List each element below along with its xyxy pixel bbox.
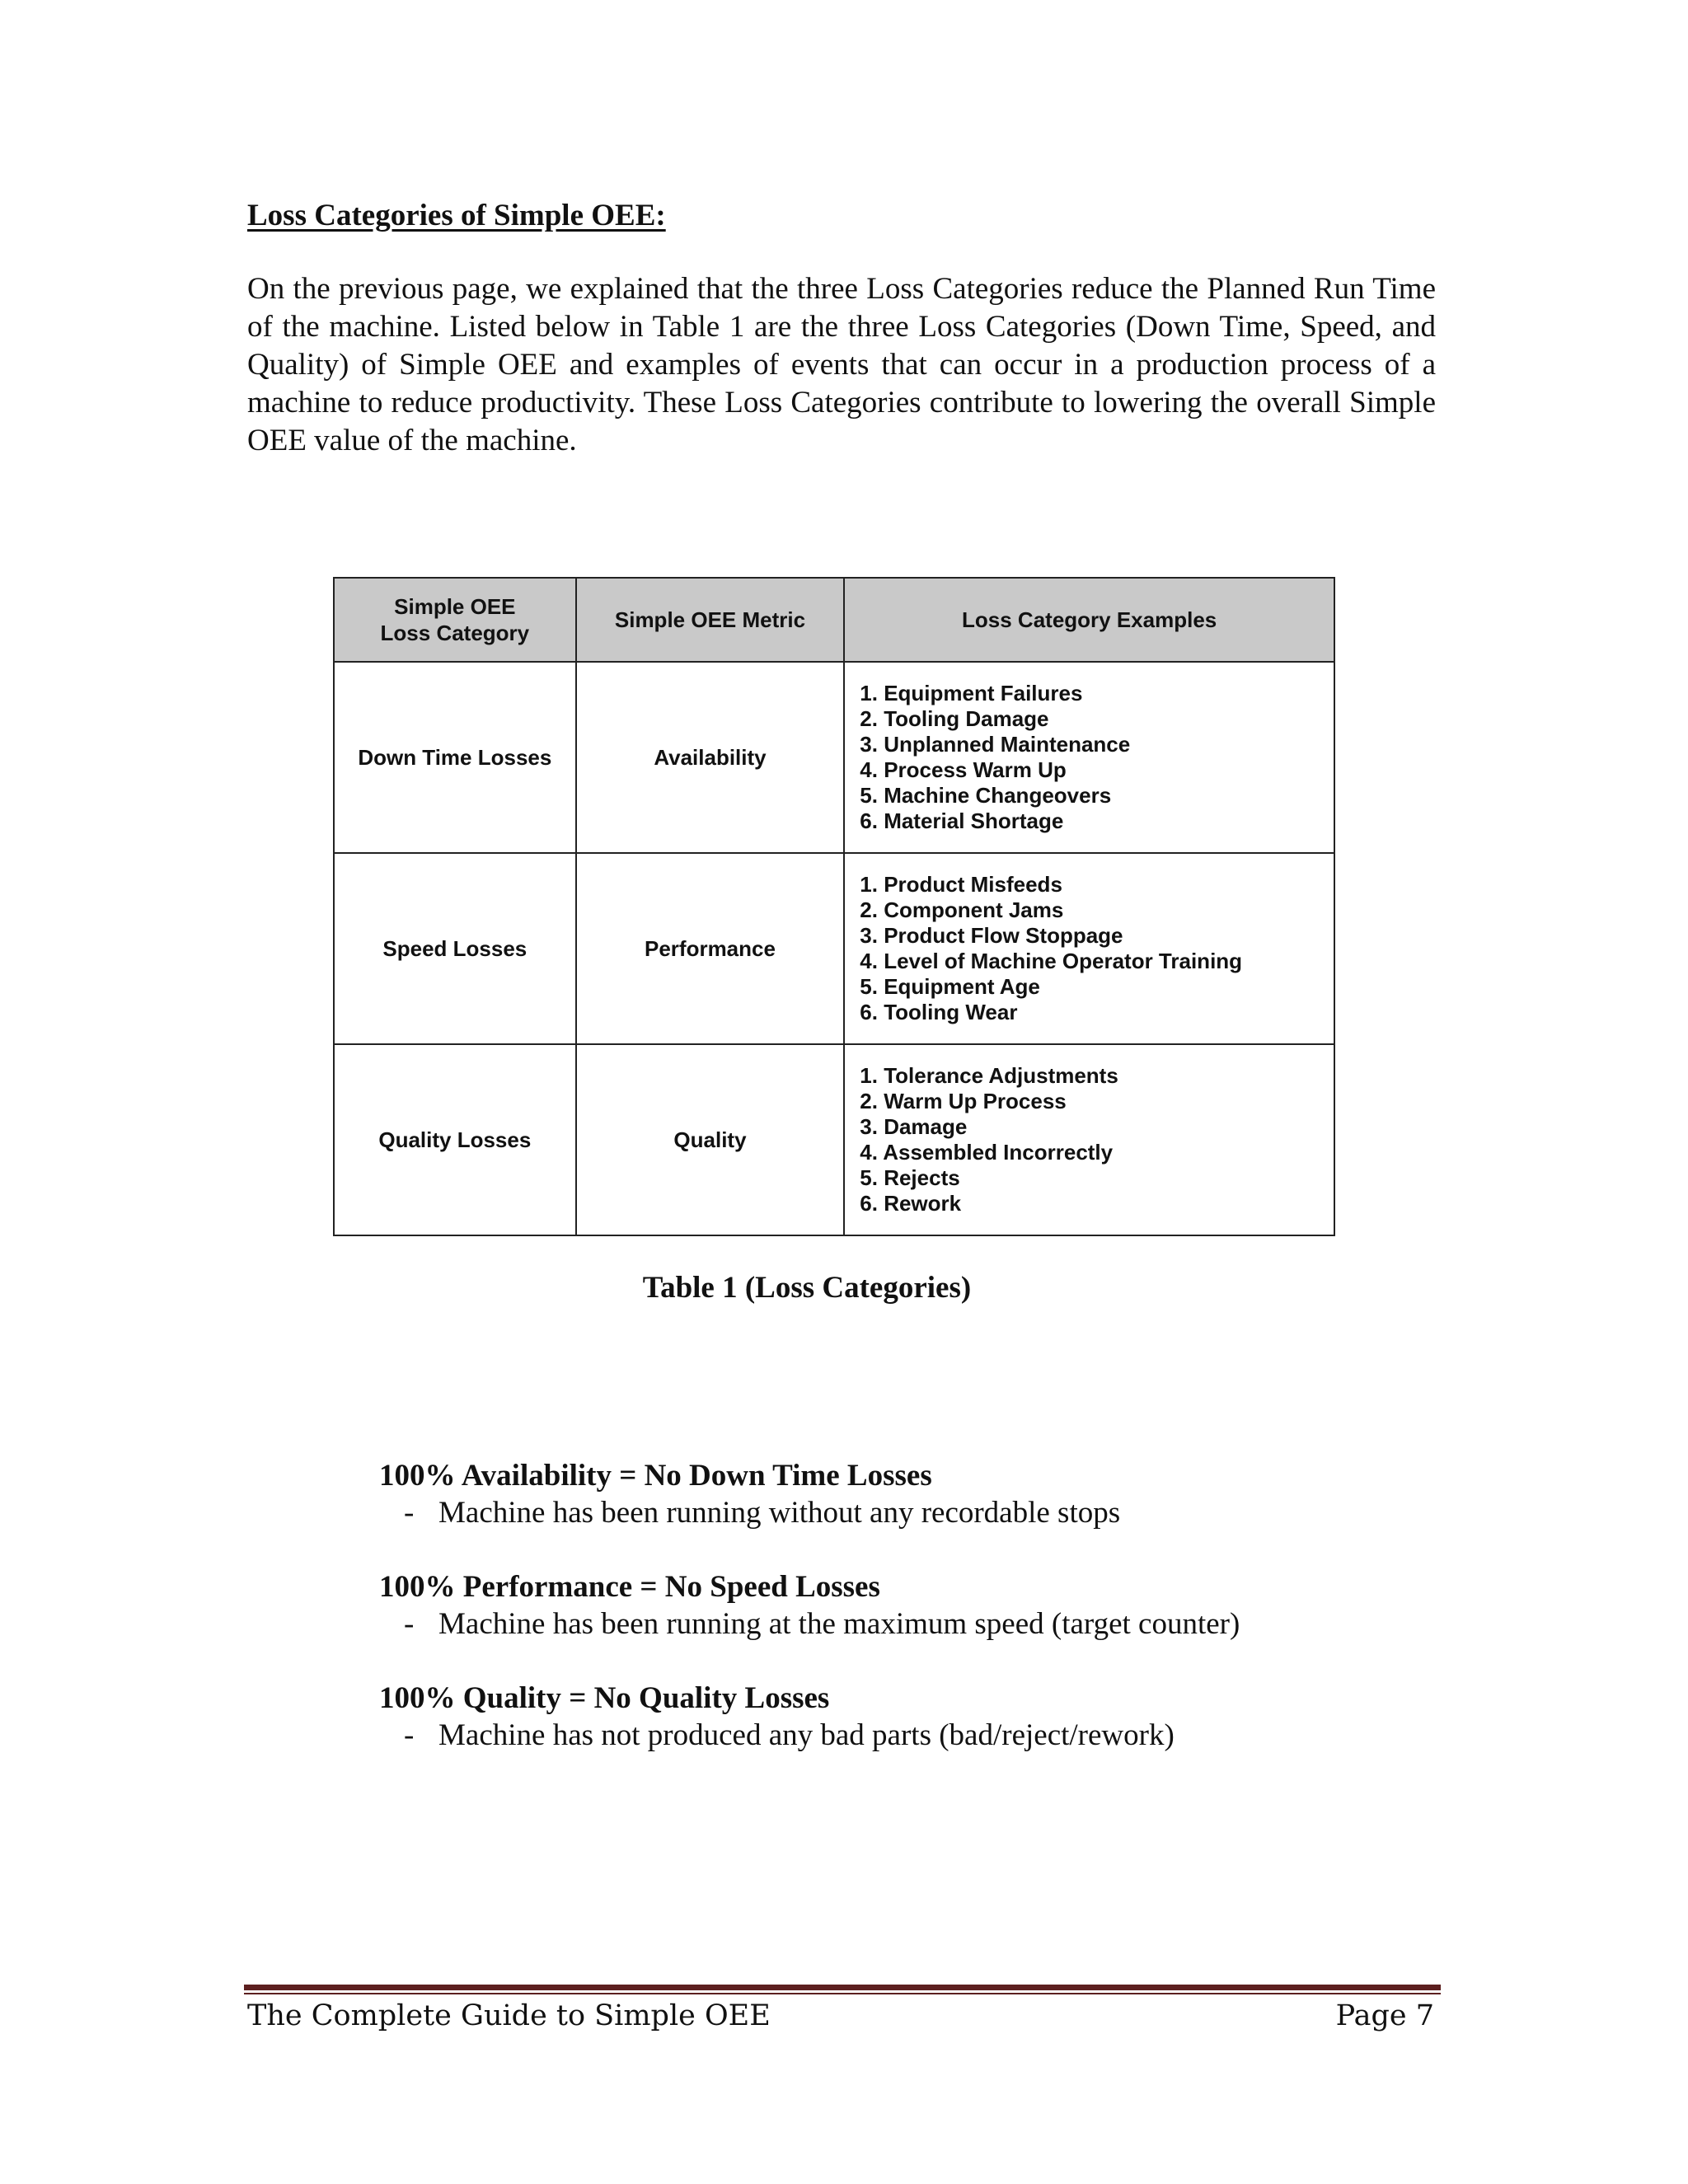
list-item: 4. Process Warm Up	[860, 757, 1067, 782]
section-heading: Loss Categories of Simple OEE:	[247, 199, 666, 232]
cell-category: Quality Losses	[334, 1044, 576, 1235]
cell-examples	[844, 1044, 1334, 1235]
footer-divider	[244, 1985, 1441, 1990]
cell-examples	[844, 853, 1334, 1044]
summary-item-performance	[379, 1568, 1533, 1642]
cell-category: Down Time Losses	[334, 662, 576, 853]
cell-metric: Quality	[576, 1044, 845, 1235]
list-item: 2. Tooling Damage	[860, 706, 1049, 731]
summary-detail-text: Machine has not produced any bad parts (bad/reject/rework)	[438, 1718, 1175, 1752]
summary-detail	[379, 1495, 1533, 1530]
summary-item-quality	[379, 1680, 1533, 1753]
cell-category: Speed Losses	[334, 853, 576, 1044]
list-item: 5. Machine Changeovers	[860, 783, 1112, 808]
summary-detail	[379, 1606, 1533, 1642]
examples-list	[860, 1063, 1322, 1216]
list-item: 5. Equipment Age	[860, 974, 1040, 999]
footer-divider-thin	[244, 1993, 1441, 1994]
summary-title: 100% Availability = No Down Time Losses	[379, 1459, 932, 1493]
header-examples: Loss Category Examples	[844, 578, 1334, 662]
list-item: 1. Product Misfeeds	[860, 872, 1062, 897]
examples-list	[860, 872, 1322, 1025]
list-item: 5. Rejects	[860, 1165, 960, 1190]
table-row	[334, 853, 1334, 1044]
list-item: 4. Assembled Incorrectly	[860, 1140, 1114, 1165]
summary-detail-text: Machine has been running at the maximum speed (target counter)	[438, 1607, 1240, 1641]
header-loss-category: Simple OEE Loss Category	[334, 578, 576, 662]
examples-list	[860, 681, 1322, 834]
list-item: 1. Equipment Failures	[860, 681, 1083, 705]
summary-title: 100% Performance = No Speed Losses	[379, 1570, 880, 1604]
table-row	[334, 662, 1334, 853]
cell-metric: Performance	[576, 853, 845, 1044]
dash-bullet: -	[404, 1496, 415, 1530]
list-item: 2. Warm Up Process	[860, 1089, 1067, 1113]
cell-examples	[844, 662, 1334, 853]
list-item: 3. Product Flow Stoppage	[860, 923, 1123, 948]
cell-metric: Availability	[576, 662, 845, 853]
dash-bullet: -	[404, 1718, 415, 1752]
header-metric: Simple OEE Metric	[576, 578, 845, 662]
summary-detail	[379, 1718, 1533, 1753]
summary-detail-text: Machine has been running without any recordable stops	[438, 1496, 1121, 1530]
list-item: 3. Unplanned Maintenance	[860, 732, 1131, 757]
table-caption: Table 1 (Loss Categories)	[642, 1271, 972, 1305]
table-header-row	[334, 578, 1334, 662]
list-item: 2. Component Jams	[860, 898, 1064, 922]
list-item: 1. Tolerance Adjustments	[860, 1063, 1118, 1088]
loss-categories-table	[333, 577, 1335, 1236]
list-item: 6. Tooling Wear	[860, 1000, 1018, 1024]
page-number: Page 7	[1335, 1999, 1434, 2032]
list-item: 4. Level of Machine Operator Training	[860, 949, 1243, 973]
table-row	[334, 1044, 1334, 1235]
list-item: 3. Damage	[860, 1114, 968, 1139]
list-item: 6. Rework	[860, 1191, 962, 1216]
summary-title: 100% Quality = No Quality Losses	[379, 1681, 830, 1715]
list-item: 6. Material Shortage	[860, 808, 1064, 833]
summary-item-availability	[379, 1457, 1533, 1530]
intro-paragraph: On the previous page, we explained that the three Loss Categories reduce the Planned Run Time of the machine. Listed below in Table 1 are the three Loss Categories (Down Time, Speed, and Quality) of Simple OEE and examples of events that can occur in a production process of a machine to reduce productivity. These Loss Categories contribute to lowering the overall Simple OEE value of the machine.	[247, 272, 1436, 457]
footer-title: The Complete Guide to Simple OEE	[247, 1999, 771, 2032]
dash-bullet: -	[404, 1607, 415, 1641]
summary-list	[379, 1457, 1533, 1791]
